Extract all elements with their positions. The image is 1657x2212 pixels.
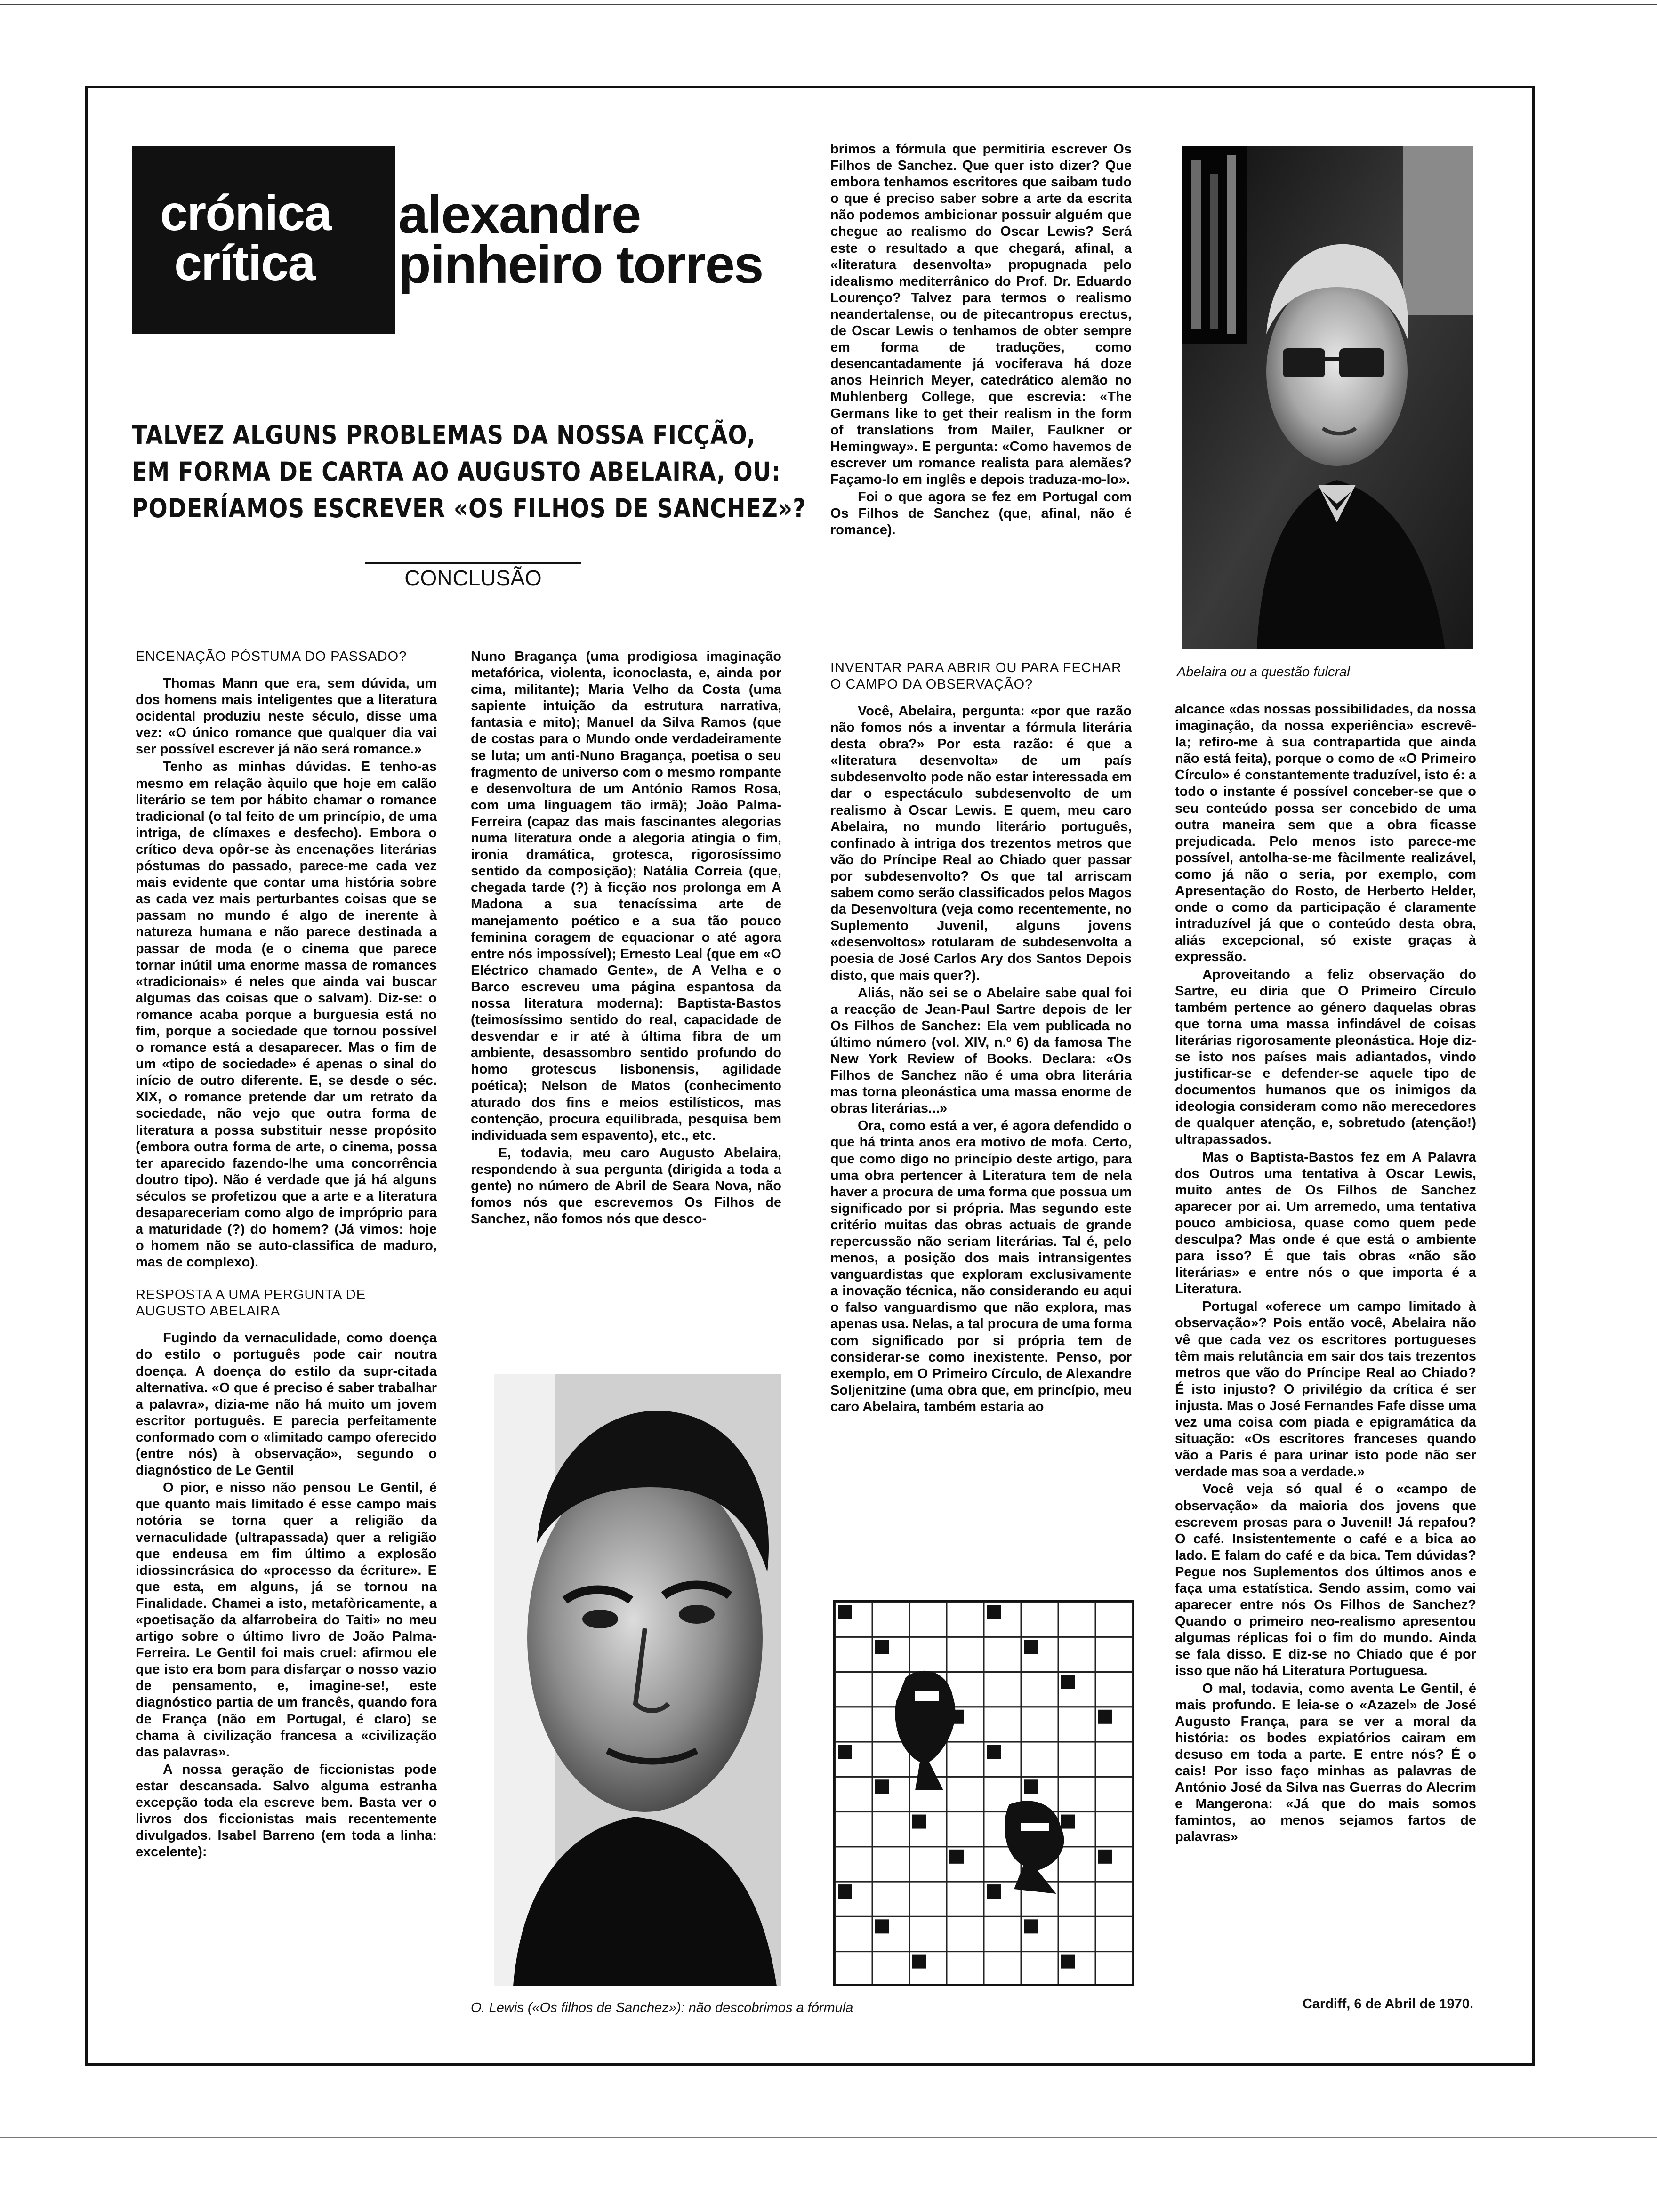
tile-square <box>875 1919 889 1933</box>
article-column-1 <box>136 649 437 1861</box>
article-column-4 <box>1175 701 1476 1846</box>
paragraph: Nuno Bragança (uma prodigiosa imaginação metafórica, violenta, iconoclasta, e, ainda por cima, militante); Maria Velho da Costa (uma sapiente intuição da estrutura narrativa, fantasia e mito); Manuel da Silva Ramos (que de costas para o Mundo onde verdadeiramente se luta; um anti-Nuno Bragança, poetisa o seu fragmento de universo com o mesmo rompante e desenvoltura de um António Ramos Rosa, com uma linguagem tão irmã); João Palma-Ferreira (capaz das mais fascinantes alegorias numa literatura onde a alegoria atingia o fim, ironia dramática, grotesca, rigorosíssimo sentido da composição); Natália Correia (que, chegada tarde (?) à ficção nos prolonga em A Madona a sua tenacíssima arte de manejamento poético e a sua tão pouco feminina coragem de equacionar o até agora entre nós impossível); Ernesto Leal (que em «O Eléctrico chamado Gente», de A Velha e o Barco escreveu uma página espantosa da nossa literatura moderna): Baptista-Bastos (teimosíssimo sentido do real, capacidade de desvendar e ir até à última fibra de um ambiente, desassombro sentido profundo do homo grotescus lisbonensis, agilidade poética); Nelson de Matos (conhecimento aturado dos fins e meios estilísticos, mas contenção, procura equilibrada, pesquisa bem individuada sem espavento), etc., etc. <box>471 649 781 1143</box>
section-label-cronica: crónica <box>160 185 331 241</box>
abelaira-portrait-photo <box>1182 146 1473 649</box>
paragraph: Você veja só qual é o «campo de observação» da maioria dos jovens que escrevem prosas para o Juvenil! Já repafou? O café. Insistentemente o café e a bica ao lado. E falam do café e da bica. Tem dúvidas? Pegue nos Suplementos dos últimos anos e faça uma estatística. Sendo assim, como vai aparecer entre nós Os Filhos de Sanchez? Quando o primeiro neo-realismo apresentou algumas réplicas foi o fim do mundo. Ainda se fala disso. E diz-se no Chiado que é por isso que não há Literatura Portuguesa. <box>1175 1482 1476 1679</box>
paragraph: Aproveitando a feliz observação do Sartre, eu diria que O Primeiro Círculo também pertence ao género daquelas obras que torna uma massa infindável de coisas literárias rigorosamente pleonástica. Hoje diz-se isto nos países mais adiantados, vindo justificar-se e defender-se aquele tipo de documentos humanos que os inimigos da ideologia consideram como não merecedores de qualquer atenção, e, sobretudo (atenção!) ultrapassados. <box>1175 967 1476 1147</box>
paragraph: Thomas Mann que era, sem dúvida, um dos homens mais inteligentes que a literatura ocidental produziu neste século, disse uma vez: «O único romance que qualquer dia vai ser possível escrever já não será romance.» <box>136 676 437 757</box>
section-label-critica: crítica <box>174 235 315 291</box>
section-heading: ENCENAÇÃO PÓSTUMA DO PASSADO? <box>136 649 407 664</box>
tile-square <box>838 1745 852 1759</box>
checker-tile-graphic <box>835 1602 1133 1984</box>
headline-line-2: EM FORMA DE CARTA AO AUGUSTO ABELAIRA, OU: <box>132 457 781 487</box>
oscar-lewis-portrait-photo <box>494 1374 781 1986</box>
tile-square <box>949 1850 964 1864</box>
paragraph: Portugal «oferece um campo limitado à observação»? Pois então você, Abelaira não vê que cada vez os escritores portugueses têm mais relutância em sair dos tais trezentos metros que vão do Príncipe Real ao Chiado? É isto injusto? O privilégio da crítica é ser injusta. Mas o José Fernandes Fafe disse uma vez uma coisa com piada e epigramática da situação: «Os escritores franceses quando vão a Paris é para urinar isto pode não ser verdade mas soa a verdade.» <box>1175 1299 1476 1480</box>
paragraph: alcance «das nossas possibilidades, da nossa imaginação, da nossa experiência» escrevê-la; refiro-me à sua contrapartida que ainda não está feita), porque o como de «O Primeiro Círculo» é constantemente traduzível, isto é: a todo o instante é possível conceber-se que o seu conteúdo possa ser concebido de uma outra maneira sem que a obra ficasse prejudicada. Pelo menos isto parece-me possível, antolha-se-me fàcilmente realizável, como já não o seria, por exemplo, com Apresentação do Rosto, de Herberto Helder, onde o como da participação é claramente intraduzível já que o conteúdo desta obra, aliás excepcional, só existe graças à expressão. <box>1175 702 1476 965</box>
paragraph: Fugindo da vernaculidade, como doença do estilo o português pode cair noutra doença. A doença do estilo da supr-citada alternativa. «O que é preciso é saber trabalhar a palavra», dizia-me não há muito um jovem escritor português. E parecia perfeitamente conformado com o «limitado campo oferecido (entre nós) à observação», segundo o diagnóstico de Le Gentil <box>136 1330 437 1478</box>
tile-square <box>987 1745 1001 1759</box>
section-heading: INVENTAR PARA ABRIR OU PARA FECHAR O CAMPO DA OBSERVAÇÃO? <box>830 660 1122 692</box>
article-column-3-top <box>830 141 1132 539</box>
article-column-3-bottom <box>830 660 1132 1416</box>
tile-square <box>912 1815 926 1829</box>
article-headline <box>132 417 810 527</box>
tile-square <box>987 1884 1001 1899</box>
author-last-name: pinheiro torres <box>398 235 763 295</box>
paragraph: Aliás, não sei se o Abelaire sabe qual foi a reacção de Jean-Paul Sartre depois de ler Os Filhos de Sanchez: Ela vem publicada no último número (vol. XIV, n.º 6) da famosa The New York Review of Books. Declara: «Os Filhos de Sanchez não é uma obra literária mas torna pleonástica uma massa enorme de obras literárias...» <box>830 985 1132 1116</box>
tile-square <box>1061 1955 1075 1969</box>
tile-square <box>1098 1850 1112 1864</box>
headline-line-3: PODERÍAMOS ESCREVER «OS FILHOS DE SANCHEZ»? <box>132 493 806 523</box>
dateline-signoff: Cardiff, 6 de Abril de 1970. <box>1302 1996 1473 2012</box>
tile-square <box>1061 1815 1075 1829</box>
top-rule <box>0 4 1657 5</box>
paragraph: O mal, todavia, como aventa Le Gentil, é mais profundo. E leia-se o «Azazel» de José Augusto França, para se ver a moral da história: os bodes expiatórios cairam em desuso em toda a parte. E entre nós? É o cais! Por isso faço minhas as palavras de António José da Silva nas Guerras do Alecrim e Mangerona: «Já que do mais somos famintos, ao menos sejamos fartos de palavras» <box>1175 1681 1476 1845</box>
oscar-lewis-photo-caption: O. Lewis («Os filhos de Sanchez»): não descobrimos a fórmula <box>471 2000 853 2015</box>
subhead-conclusao: CONCLUSÃO <box>404 566 542 590</box>
paragraph: Ora, como está a ver, é agora defendido o que há trinta anos era motivo de mofa. Certo, que como digo no princípio deste artigo, para uma obra pertencer à Literatura tem de nela haver a procura de uma forma que possua um significado por si própria. Mas segundo este critério muitas das obras actuais de grande repercussão não seriam literárias. Tal é, pelo menos, a posição dos mais intransigentes vanguardistas que exploram exclusivamente a inovação técnica, não considerando eu aqui o falso vanguardismo que não explora, mas apenas usa. Nelas, a tal procura de uma forma com significado por si própria tem de considerar-se como inexistente. Penso, por exemplo, em O Primeiro Círculo, de Alexandre Soljenitzine (uma obra que, em princípio, meu caro Abelaira, também estaria ao <box>830 1118 1132 1414</box>
paragraph: Você, Abelaira, pergunta: «por que razão não fomos nós a inventar a fórmula literária desta obra?» Por esta razão: é que a «literatura desenvolta» de um país subdesenvolto pode não estar interessada em dar o espectáculo subdesenvolto de um realismo à Oscar Lewis. E quem, meu caro Abelaira, no mundo literário português, confinado à intriga dos trezentos metros que vão do Príncipe Real ao Chiado quer passar por subdesenvolto? Os que tal arriscam sabem como serão classificados pelos Magos da Desenvoltura (veja como recentemente, no Suplemento Juvenil, alguns jovens «desenvoltos» rotularam de subdesenvolta a poesia de José Carlos Ary dos Santos Depois disto, que mais quer?). <box>830 704 1132 983</box>
tile-square <box>838 1605 852 1619</box>
portrait-illustration <box>1182 146 1473 649</box>
tile-square <box>1061 1675 1075 1689</box>
tile-square <box>875 1640 889 1654</box>
tile-square <box>838 1884 852 1899</box>
tile-square <box>1024 1919 1038 1933</box>
tile-square <box>875 1779 889 1794</box>
subhead-rule <box>365 562 581 564</box>
headline-line-1: TALVEZ ALGUNS PROBLEMAS DA NOSSA FICÇÃO, <box>132 420 756 450</box>
tile-square <box>1098 1710 1112 1724</box>
tile-pattern-illustration <box>833 1600 1134 1986</box>
tile-square <box>1024 1779 1038 1794</box>
paragraph: Mas o Baptista-Bastos fez em A Palavra dos Outros uma tentativa à Oscar Lewis, muito antes de Os Filhos de Sanchez aparecer por ai. Um arremedo, uma tentativa pouco ambiciosa, quase como quem pede desculpa? Mas onde é que está o ambiente para isso? É que tais obras «não são literárias» e entre nós o que importa é a Literatura. <box>1175 1149 1476 1297</box>
tile-square <box>987 1605 1001 1619</box>
tile-square <box>912 1955 926 1969</box>
article-column-2 <box>471 649 781 1228</box>
paragraph: brimos a fórmula que permitiria escrever Os Filhos de Sanchez. Que quer isto dizer? Que embora tenhamos escritores que saibam tudo o que é preciso saber sobre a arte da escrita não podemos ambicionar possuir alguém que chegue ao realismo do Oscar Lewis? Será este o resultado a que chegará, afinal, a «literatura desenvolta» propugnada pelo idealismo mediterrânico do Prof. Dr. Eduardo Lourenço? Talvez para termos o realismo neandertalense, ou de pitecantropus erectus, de Oscar Lewis o tenhamos de obter sempre em forma de traduções, como desencantadamente já vociferava há doze anos Heinrich Meyer, catedrático alemão no Muhlenberg College, que escrevia: «The Germans like to get their realism in the form of translations from Mailer, Faulkner or Hemingway». E pergunta: «Como havemos de escrever um romance realista para alemães? Façamo-lo em inglês e depois traduza-mo-lo». <box>830 142 1132 487</box>
paragraph: Foi o que agora se fez em Portugal com Os Filhos de Sanchez (que, afinal, não é romance). <box>830 489 1132 538</box>
portrait-illustration <box>494 1374 781 1986</box>
bottom-rule <box>0 2137 1657 2138</box>
paragraph: A nossa geração de ficcionistas pode estar descansada. Salvo alguma estranha excepção toda ela escreve bem. Basta ver o livros dos ficcionistas mais recentemente divulgados. Isabel Barreno (em toda a linha: excelente): <box>136 1762 437 1860</box>
paragraph: E, todavia, meu caro Augusto Abelaira, respondendo à sua pergunta (dirigida a toda a gente) no número de Abril de Seara Nova, não fomos nós que escrevemos Os Filhos de Sanchez, não fomos nós que desco- <box>471 1145 781 1227</box>
author-first-name: alexandre <box>398 185 641 245</box>
tile-square <box>1024 1640 1038 1654</box>
paragraph: Tenho as minhas dúvidas. E tenho-as mesmo em relação àquilo que hoje em calão literário se tem por hábito chamar o romance tradicional (o tal feito de um princípio, de uma intriga, de clímaxes e desfecho). Embora o crítico deva opôr-se às encenações literárias póstumas do passado, parece-me cada vez mais evidente que contar uma história sobre as cada vez mais perturbantes coisas que se passam no mundo é algo de inerente à natureza humana e não parece destinada a passar de moda (e o cinema que parece tornar inútil uma enorme massa de romances «tradicionais» é neles que ainda vai buscar algumas das coisas que o salvam). Diz-se: o romance acaba porque a burguesia está no fim, porque a sociedade que tornou possível o romance está a desaparecer. Mas o fim de um «tipo de sociedade» é apenas o sinal do início de outro diferente. E, se desde o séc. XIX, o romance pretende dar um retrato da sociedade, não vejo que outra forma de literatura a possa substituir nesse propósito (embora outra forma de arte, o cinema, possa ter aparecido fazendo-lhe uma concorrência doutro tipo). Não é verdade que já há alguns séculos se profetizou que a arte e a literatura desapareceriam como algo de impróprio para a maturidade (?) do homem? (Já vimos: hoje o homem não se auto-classifica de maduro, mas de complexo). <box>136 759 437 1270</box>
section-heading: RESPOSTA A UMA PERGUNTA DE AUGUSTO ABELAIRA <box>136 1287 366 1319</box>
abelaira-photo-caption: Abelaira ou a questão fulcral <box>1177 665 1350 680</box>
paragraph: O pior, e nisso não pensou Le Gentil, é que quanto mais limitado é esse campo mais notória se torna quer a religião da vernaculidade (ultrapassada) quer a religião que endeusa em fim último a explosão idiossincrásica do «processo da écriture». E que esta, em alguns, já se tornou na Finalidade. Chamei a isto, metafòricamente, a «poetisação da alfarrobeira do Taiti» no meu artigo sobre o último livro de João Palma-Ferreira. Le Gentil foi mais cruel: afirmou ele que isto era bom para disfarçar o nosso vazio de pensamento, e, imagine-se!, este diagnóstico partia de um francês, quando fora de França (não em Portugal, é claro) se chama à civilização francesa a «civilização das palavras». <box>136 1480 437 1760</box>
